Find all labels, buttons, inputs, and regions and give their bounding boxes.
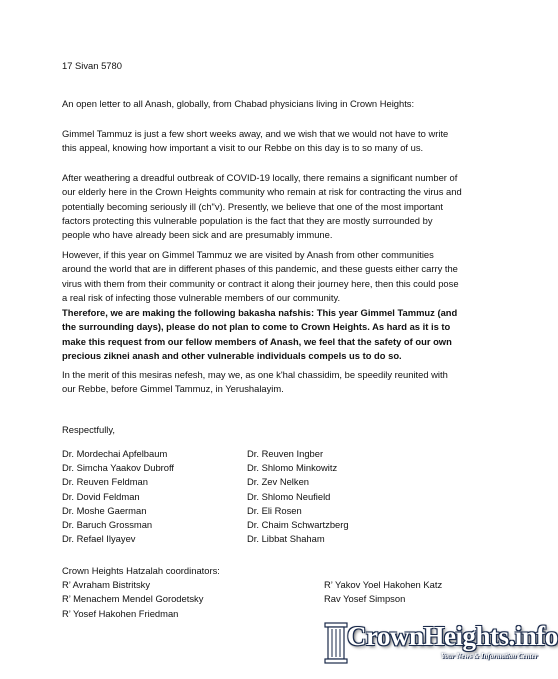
watermark-site-name: CrownHeights.info	[347, 621, 558, 651]
letter-heading: An open letter to all Anash, globally, from Chabad physicians living in Crown Heights:	[62, 98, 415, 109]
paragraph-1: Gimmel Tammuz is just a few short weeks away, and we wish that we would not have to write this appeal, knowing how important a visit to our Rebbe on this day is to so many of us.	[62, 128, 449, 154]
site-watermark	[323, 621, 558, 665]
physician-name: Dr. Simcha Yaakov Dubroff	[62, 462, 175, 474]
physician-name: Dr. Libbat Shaham	[247, 533, 325, 545]
paragraph-3: However, if this year on Gimmel Tammuz we are visited by Anash from other communities around the world that are in different phases of this pandemic, and these guests either carry the virus with them from their community or contract it along their journey here, then this could pose a real risk of infecting those vulnerable members of our community.	[62, 249, 459, 303]
coordinator-name: Rav Yosef Simpson	[324, 593, 406, 605]
physicians-right-column	[247, 447, 349, 546]
coordinator-name: R’ Avraham Bistritsky	[62, 579, 151, 591]
physician-name: Dr. Refael Ilyayev	[62, 533, 136, 545]
coordinator-name: R’ Menachem Mendel Gorodetsky	[62, 593, 204, 605]
hatzalah-heading: Crown Heights Hatzalah coordinators:	[62, 565, 220, 576]
physician-name: Dr. Baruch Grossman	[62, 518, 153, 530]
physician-name: Dr. Shlomo Neufield	[247, 490, 331, 502]
physician-name: Dr. Shlomo Minkowitz	[247, 462, 338, 474]
physician-name: Dr. Eli Rosen	[247, 504, 302, 516]
signoff: Respectfully,	[62, 424, 115, 435]
physician-name: Dr. Dovid Feldman	[62, 490, 140, 502]
physician-name: Dr. Zev Nelken	[247, 476, 309, 488]
physician-name: Dr. Chaim Schwartzberg	[247, 518, 349, 530]
letter-date: 17 Sivan 5780	[62, 60, 122, 71]
bold-request-paragraph: Therefore, we are making the following bakasha nafshis: This year Gimmel Tammuz (and the surrounding days), please do not plan to come to Crown Heights. As hard as it is to make this request from our fellow members of Anash, we feel that the safety of our own precious ziknei anash and other vulnerable individuals compels us to do so.	[62, 307, 458, 361]
pillar-logo-icon	[323, 621, 349, 665]
physician-name: Dr. Reuven Feldman	[62, 476, 148, 488]
physician-name: Dr. Reuven Ingber	[247, 448, 324, 459]
coordinator-name: R’ Yakov Yoel Hakohen Katz	[324, 579, 443, 590]
paragraph-2: After weathering a dreadful outbreak of COVID-19 locally, there remains a significant number of our elderly here in the Crown Heights community who remain at risk for contracting the virus and potentially becoming seriously ill (ch"v). Presently, we believe that one of the most important factors protecting this vulnerable population is the fact that they are mostly surrounded by people who have already been sick and are presumably immune.	[62, 172, 462, 241]
physician-name: Dr. Mordechai Apfelbaum	[62, 448, 168, 459]
coordinator-name: R’ Yosef Hakohen Friedman	[62, 607, 179, 619]
watermark-tagline: Your News & Information Center	[441, 652, 538, 660]
physicians-left-column	[62, 447, 174, 546]
closing-paragraph: In the merit of this mesiras nefesh, may we, as one k'hal chassidim, be speedily reunited with our Rebbe, before Gimmel Tammuz, in Yerushalayim.	[62, 369, 448, 395]
hatzalah-section	[62, 564, 220, 621]
hatzalah-right-column	[324, 578, 442, 606]
physician-name: Dr. Moshe Gaerman	[62, 504, 147, 516]
